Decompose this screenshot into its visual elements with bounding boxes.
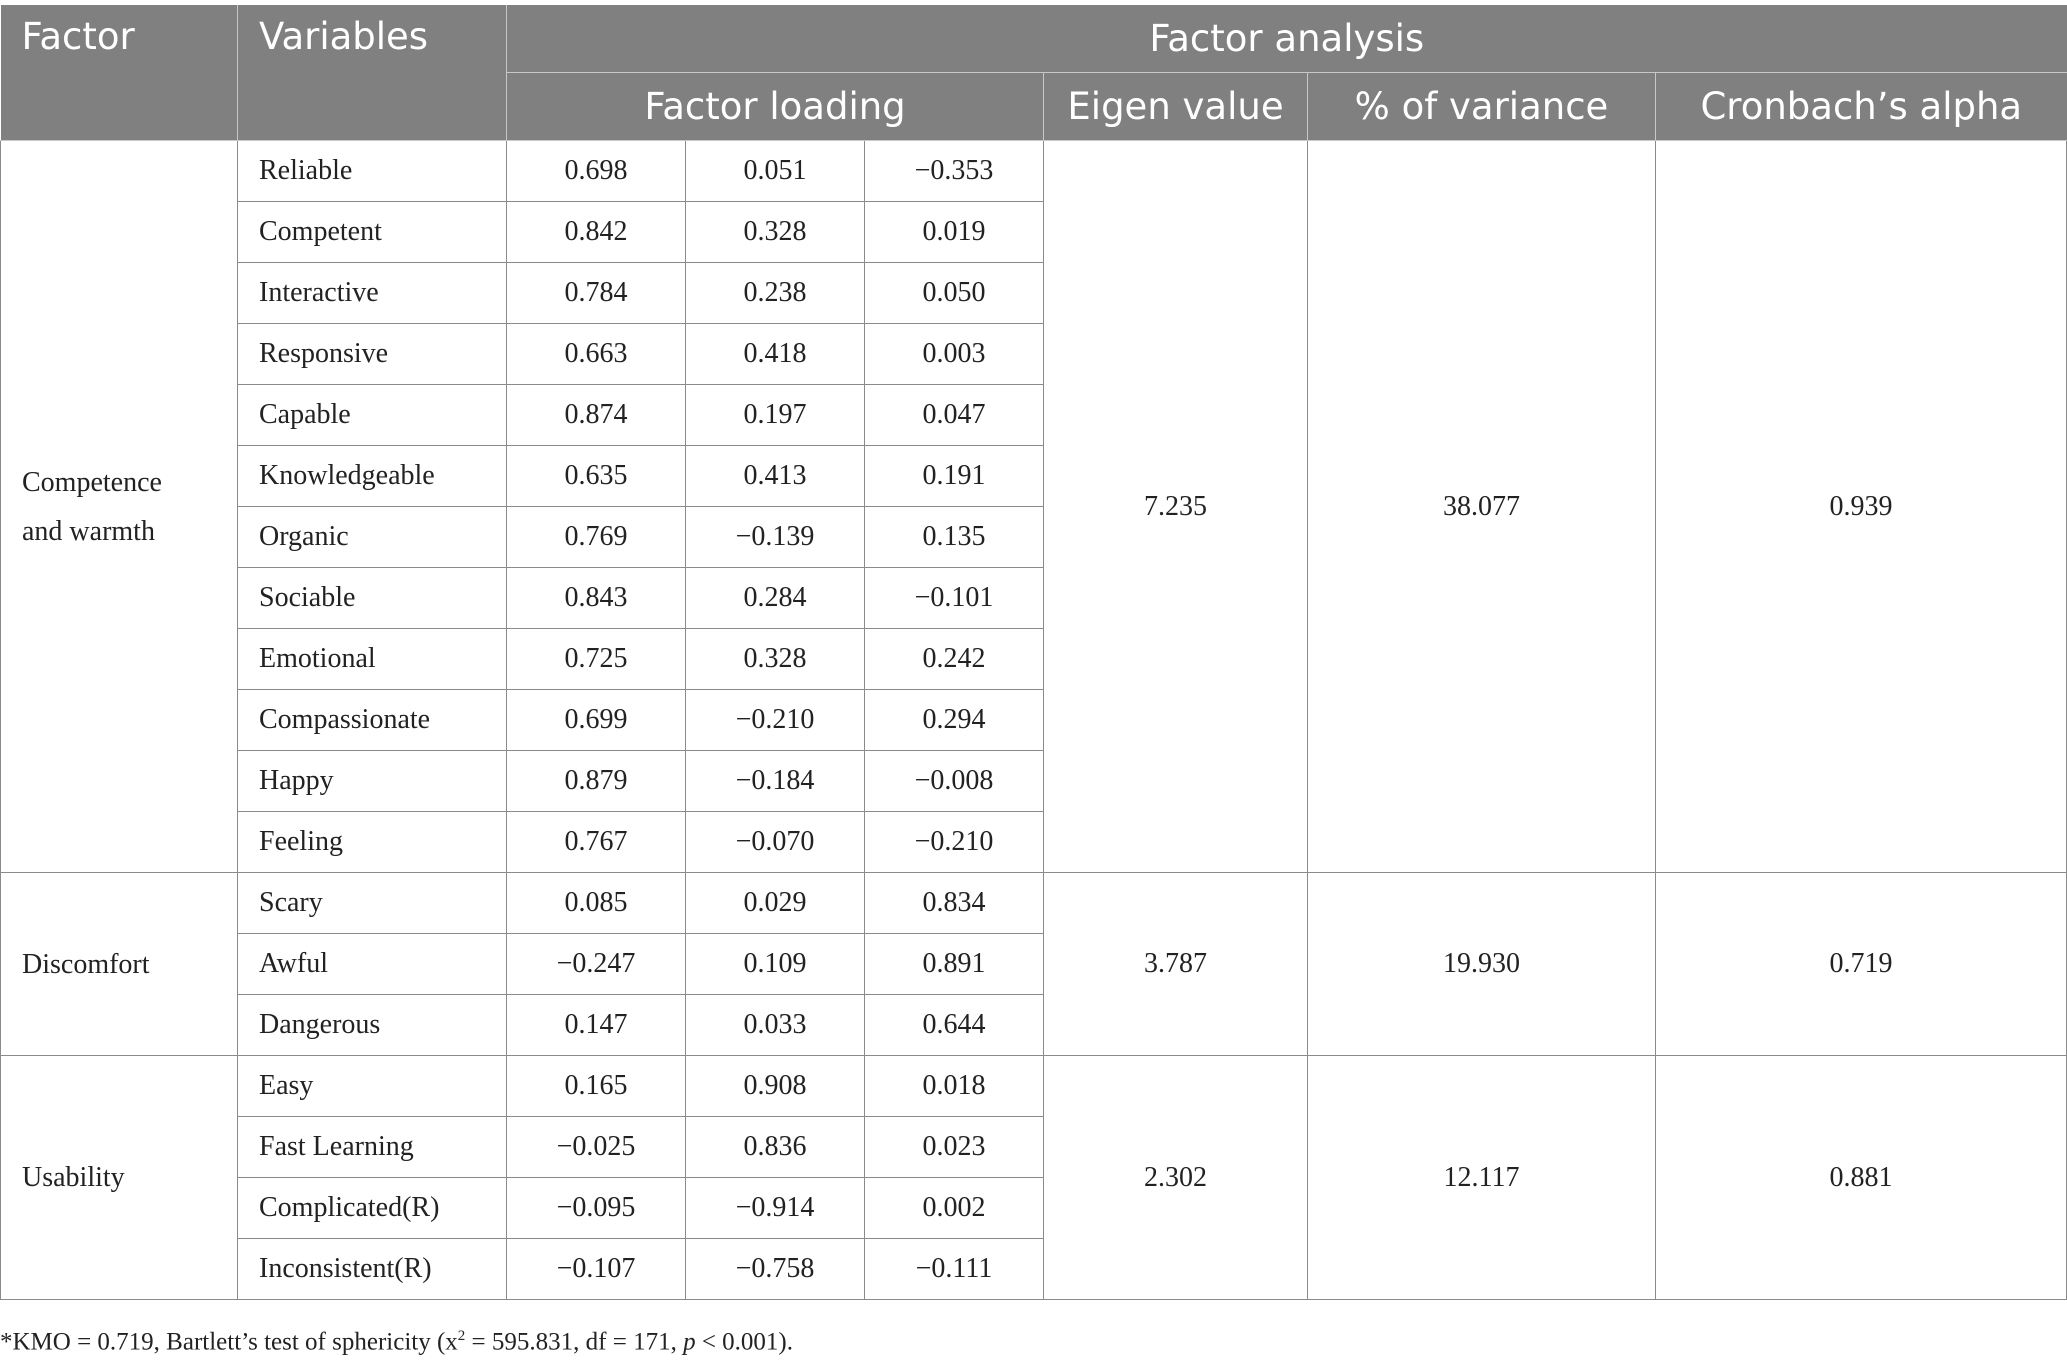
factor-loading-1-cell: −0.247	[507, 934, 686, 995]
factor-loading-1-cell: 0.165	[507, 1056, 686, 1117]
factor-loading-1-cell: 0.085	[507, 873, 686, 934]
footnote-superscript: 2	[457, 1328, 466, 1344]
variable-cell: Knowledgeable	[238, 446, 507, 507]
variable-cell: Capable	[238, 385, 507, 446]
variable-cell: Reliable	[238, 141, 507, 202]
table-row	[1, 873, 2067, 934]
factor-loading-1-cell: 0.663	[507, 324, 686, 385]
eigen-value-cell: 2.302	[1044, 1056, 1308, 1300]
table-body	[1, 141, 2067, 1300]
factor-loading-3-cell: 0.023	[865, 1117, 1044, 1178]
variable-cell: Responsive	[238, 324, 507, 385]
factor-loading-1-cell: −0.095	[507, 1178, 686, 1239]
factor-loading-2-cell: −0.758	[686, 1239, 865, 1300]
factor-loading-2-cell: 0.413	[686, 446, 865, 507]
factor-loading-3-cell: 0.242	[865, 629, 1044, 690]
factor-loading-1-cell: 0.147	[507, 995, 686, 1056]
variable-cell: Organic	[238, 507, 507, 568]
factor-loading-3-cell: 0.834	[865, 873, 1044, 934]
factor-loading-3-cell: 0.018	[865, 1056, 1044, 1117]
factor-loading-2-cell: 0.328	[686, 629, 865, 690]
factor-loading-3-cell: 0.891	[865, 934, 1044, 995]
percent-variance-cell: 12.117	[1308, 1056, 1656, 1300]
header-cronbach-alpha: Cronbach’s alpha	[1656, 73, 2067, 141]
factor-loading-1-cell: 0.879	[507, 751, 686, 812]
header-factor-analysis: Factor analysis	[507, 5, 2067, 73]
factor-loading-2-cell: 0.418	[686, 324, 865, 385]
variable-cell: Interactive	[238, 263, 507, 324]
factor-loading-2-cell: −0.184	[686, 751, 865, 812]
factor-loading-3-cell: 0.191	[865, 446, 1044, 507]
factor-loading-2-cell: −0.139	[686, 507, 865, 568]
percent-variance-cell: 19.930	[1308, 873, 1656, 1056]
factor-loading-3-cell: 0.047	[865, 385, 1044, 446]
factor-loading-1-cell: 0.874	[507, 385, 686, 446]
factor-analysis-table	[0, 5, 2067, 1300]
factor-loading-1-cell: 0.769	[507, 507, 686, 568]
footnote	[0, 1328, 793, 1356]
factor-loading-1-cell: 0.784	[507, 263, 686, 324]
factor-loading-1-cell: −0.107	[507, 1239, 686, 1300]
variable-cell: Feeling	[238, 812, 507, 873]
variable-cell: Emotional	[238, 629, 507, 690]
factor-loading-3-cell: 0.003	[865, 324, 1044, 385]
factor-loading-2-cell: 0.197	[686, 385, 865, 446]
factor-loading-1-cell: 0.767	[507, 812, 686, 873]
factor-loading-3-cell: 0.135	[865, 507, 1044, 568]
header-factor: Factor	[1, 5, 238, 141]
factor-cell	[1, 141, 238, 873]
footnote-p: p	[683, 1328, 696, 1356]
factor-loading-1-cell: 0.698	[507, 141, 686, 202]
factor-loading-1-cell: −0.025	[507, 1117, 686, 1178]
footnote-mid: = 595.831, df = 171,	[465, 1328, 684, 1356]
cronbach-alpha-cell: 0.719	[1656, 873, 2067, 1056]
factor-loading-2-cell: −0.070	[686, 812, 865, 873]
factor-loading-3-cell: −0.353	[865, 141, 1044, 202]
factor-loading-3-cell: 0.644	[865, 995, 1044, 1056]
variable-cell: Compassionate	[238, 690, 507, 751]
factor-loading-1-cell: 0.699	[507, 690, 686, 751]
factor-loading-2-cell: 0.238	[686, 263, 865, 324]
factor-name-line1: Usability	[22, 1162, 125, 1193]
factor-loading-1-cell: 0.843	[507, 568, 686, 629]
factor-name-line2: and warmth	[22, 515, 155, 547]
footnote-lead: *KMO = 0.719, Bartlett’s test of sphericity (x	[0, 1328, 458, 1356]
factor-loading-2-cell: 0.836	[686, 1117, 865, 1178]
factor-loading-2-cell: −0.914	[686, 1178, 865, 1239]
variable-cell: Awful	[238, 934, 507, 995]
variable-cell: Easy	[238, 1056, 507, 1117]
factor-loading-3-cell: −0.101	[865, 568, 1044, 629]
factor-cell	[1, 873, 238, 1056]
factor-loading-2-cell: 0.051	[686, 141, 865, 202]
factor-loading-3-cell: 0.050	[865, 263, 1044, 324]
factor-loading-2-cell: 0.908	[686, 1056, 865, 1117]
header-percent-variance: % of variance	[1308, 73, 1656, 141]
factor-loading-3-cell: −0.111	[865, 1239, 1044, 1300]
factor-loading-1-cell: 0.635	[507, 446, 686, 507]
factor-loading-2-cell: 0.029	[686, 873, 865, 934]
percent-variance-cell: 38.077	[1308, 141, 1656, 873]
variable-cell: Competent	[238, 202, 507, 263]
factor-loading-2-cell: 0.284	[686, 568, 865, 629]
factor-loading-3-cell: 0.002	[865, 1178, 1044, 1239]
factor-name-line1: Discomfort	[22, 948, 150, 980]
factor-loading-2-cell: 0.109	[686, 934, 865, 995]
factor-loading-3-cell: −0.210	[865, 812, 1044, 873]
variable-cell: Scary	[238, 873, 507, 934]
factor-loading-2-cell: 0.033	[686, 995, 865, 1056]
cronbach-alpha-cell: 0.939	[1656, 141, 2067, 873]
header-variables: Variables	[238, 5, 507, 141]
factor-loading-1-cell: 0.842	[507, 202, 686, 263]
factor-loading-3-cell: −0.008	[865, 751, 1044, 812]
variable-cell: Happy	[238, 751, 507, 812]
factor-loading-1-cell: 0.725	[507, 629, 686, 690]
eigen-value-cell: 7.235	[1044, 141, 1308, 873]
header-eigen-value: Eigen value	[1044, 73, 1308, 141]
variable-cell: Dangerous	[238, 995, 507, 1056]
variable-cell: Fast Learning	[238, 1117, 507, 1178]
footnote-tail: < 0.001).	[695, 1328, 794, 1356]
variable-cell: Sociable	[238, 568, 507, 629]
factor-loading-3-cell: 0.294	[865, 690, 1044, 751]
factor-name-line1: Competence	[22, 466, 162, 498]
variable-cell: Inconsistent(R)	[238, 1239, 507, 1300]
factor-loading-3-cell: 0.019	[865, 202, 1044, 263]
factor-cell	[1, 1056, 238, 1300]
eigen-value-cell: 3.787	[1044, 873, 1308, 1056]
factor-loading-2-cell: 0.328	[686, 202, 865, 263]
table-row	[1, 1056, 2067, 1117]
table-row	[1, 141, 2067, 202]
header-factor-loading: Factor loading	[507, 73, 1044, 141]
variable-cell: Complicated(R)	[238, 1178, 507, 1239]
cronbach-alpha-cell: 0.881	[1656, 1056, 2067, 1300]
factor-loading-2-cell: −0.210	[686, 690, 865, 751]
